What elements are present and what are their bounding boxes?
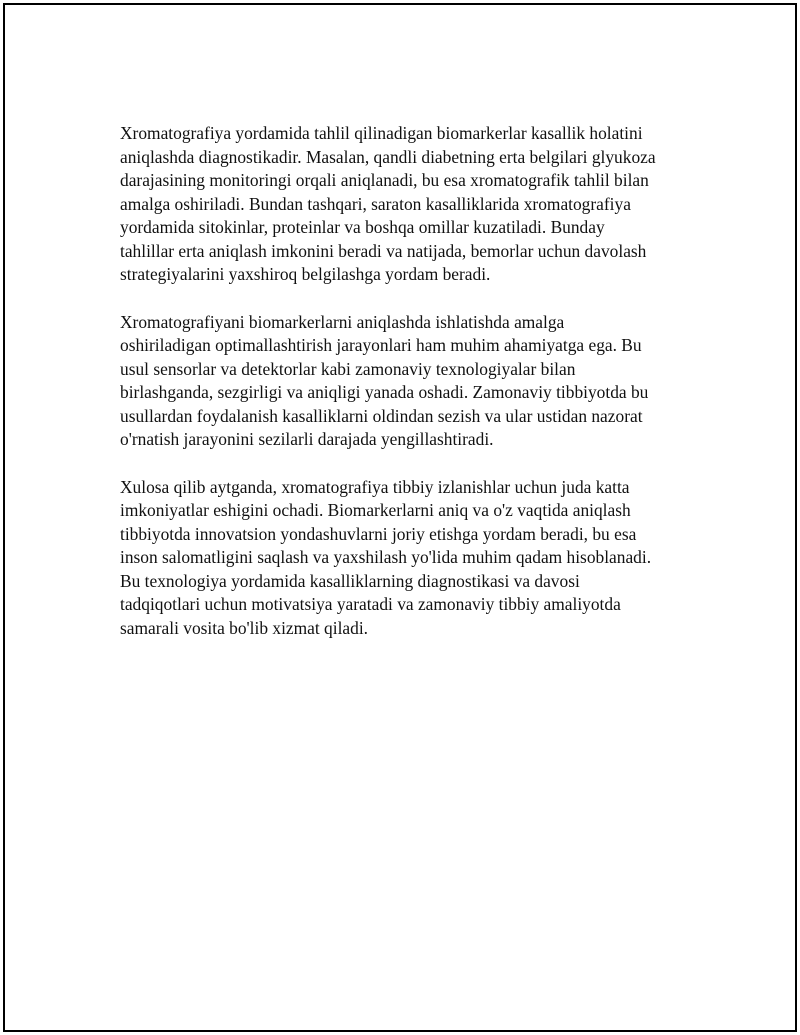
page-frame xyxy=(3,3,797,1032)
paragraph-1: Xromatografiya yordamida tahlil qilinadigan biomarkerlar kasallik holatini aniqlashda diagnostikadir. Masalan, qandli diabetning erta belgilari glyukoza darajasining monitoringi orqali aniqlanadi, bu esa xromatografik tahlil bilan amalga oshiriladi. Bundan tashqari, saraton kasalliklarida xromatografiya yordamida sitokinlar, proteinlar va boshqa omillar kuzatiladi. Bunday tahlillar erta aniqlash imkonini beradi va natijada, bemorlar uchun davolash strategiyalarini yaxshiroq belgilashga yordam beradi. xyxy=(120,123,656,284)
document-body xyxy=(120,122,700,664)
paragraph-2: Xromatografiyani biomarkerlarni aniqlashda ishlatishda amalga oshiriladigan optimallashtirish jarayonlari ham muhim ahamiyatga ega. Bu usul sensorlar va detektorlar kabi zamonaviy texnologiyalar bilan birlashganda, sezgirligi va aniqligi yanada oshadi. Zamonaviy tibbiyotda bu usullardan foydalanish kasalliklarni oldindan sezish va ular ustidan nazorat o'rnatish jarayonini sezilarli darajada yengillashtiradi. xyxy=(120,311,649,449)
paragraph-3: Xulosa qilib aytganda, xromatografiya tibbiy izlanishlar uchun juda katta imkoniyatlar eshigini ochadi. Biomarkerlarni aniq va o'z vaqtida aniqlash tibbiyotda innovatsion yondashuvlarni joriy etishga yordam beradi, bu esa inson salomatligini saqlash va yaxshilash yo'lida muhim qadam hisoblanadi. Bu texnologiya yordamida kasalliklarning diagnostikasi va davosi tadqiqotlari uchun motivatsiya yaratadi va zamonaviy tibbiy amaliyotda samarali vosita bo'lib xizmat qiladi. xyxy=(120,476,652,638)
